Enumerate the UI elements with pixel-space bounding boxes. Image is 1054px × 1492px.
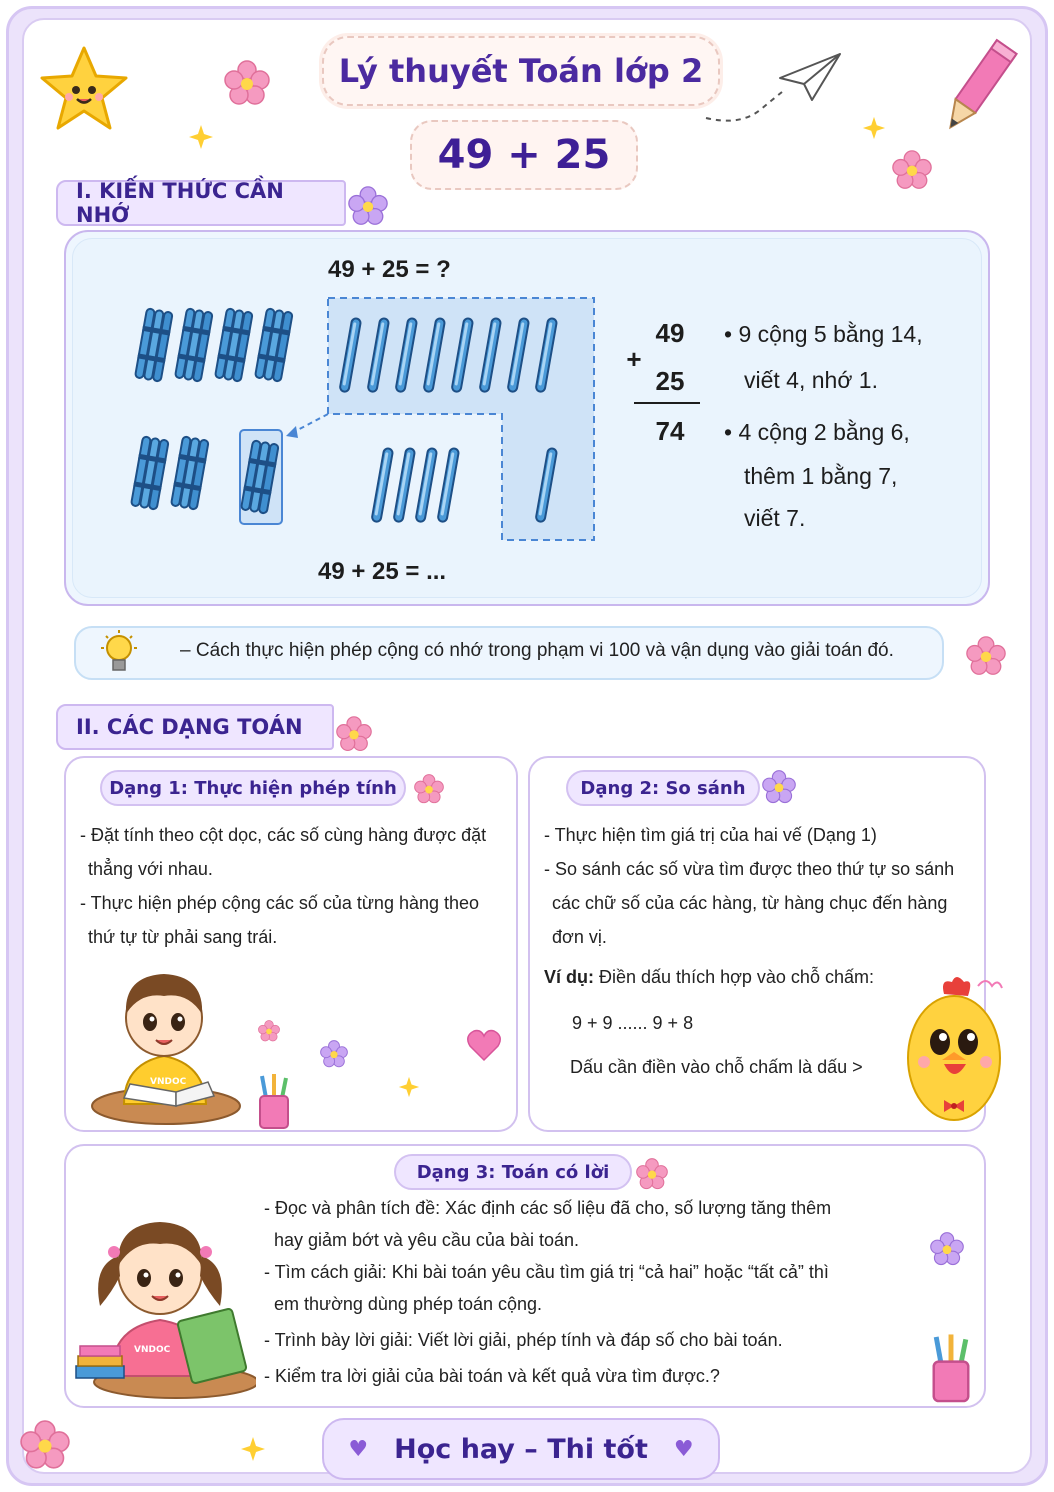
girl-reading-illustration	[66, 1196, 256, 1404]
step2-bullet: •	[724, 419, 733, 445]
pencil-cup-icon	[926, 1332, 976, 1406]
heart-icon	[466, 1028, 502, 1062]
section1-heading	[56, 180, 346, 226]
flower-icon	[966, 636, 1006, 676]
heart-icon: ♥	[673, 1436, 694, 1462]
flower-icon	[348, 186, 388, 226]
step2-line3: viết 7.	[744, 504, 806, 531]
step2-line2: thêm 1 bằng 7,	[744, 462, 898, 489]
flower-icon	[224, 60, 270, 106]
dang2-example-expr: 9 + 9 ...... 9 + 8	[572, 1013, 694, 1033]
dang1-line-0: - Đặt tính theo cột dọc, các số cùng hàng được đặt	[80, 825, 487, 845]
column-bottom-number: 25	[655, 366, 685, 396]
heart-icon: ♥	[348, 1436, 369, 1462]
section2-heading	[56, 704, 334, 750]
dang1-title	[100, 770, 406, 806]
dang2-example-label: Ví dụ:	[544, 967, 594, 987]
column-top-number: 49	[655, 318, 685, 348]
flower-icon	[892, 150, 932, 190]
tens-and-ones-sticks-illustration	[120, 290, 610, 554]
dang3-line-2: - Tìm cách giải: Khi bài toán yêu cầu tìm giá trị “cả hai” hoặc “tất cả” thì	[264, 1262, 829, 1282]
dang1-title-text: Dạng 1: Thực hiện phép tính	[109, 777, 397, 799]
flower-icon	[414, 774, 444, 804]
dang3-text	[264, 1192, 914, 1392]
pencil-cup-icon	[254, 1072, 294, 1132]
dang1-line-3: thứ tự từ phải sang trái.	[88, 927, 278, 947]
section2-heading-text: II. CÁC DẠNG TOÁN	[76, 715, 303, 739]
girl-shirt-text: VNDOC	[134, 1345, 171, 1355]
dang3-title-text: Dạng 3: Toán có lời	[416, 1161, 610, 1183]
dang1-text	[80, 818, 510, 954]
dang3-line-0: - Đọc và phân tích đề: Xác định các số liệu đã cho, số lượng tăng thêm	[264, 1198, 832, 1218]
footer-motto-text: Học hay – Thi tốt	[394, 1433, 648, 1465]
star-mascot-icon	[38, 44, 130, 134]
dang2-line-1: - So sánh các số vừa tìm được theo thứ tự so sánh	[544, 859, 955, 879]
paper-plane-icon	[700, 48, 850, 128]
dang2-example-answer: Dấu cần điền vào chỗ chấm là dấu >	[570, 1057, 863, 1077]
boy-shirt-text: VNDOC	[150, 1077, 187, 1087]
flower-icon	[320, 1040, 348, 1068]
flower-icon	[930, 1232, 964, 1266]
step1-line2: viết 4, nhớ 1.	[744, 366, 878, 393]
step2	[724, 418, 910, 534]
lesson-equation: 49 + 25	[410, 120, 638, 190]
dang2-line-2: các chữ số của các hàng, từ hàng chục đến hàng	[552, 893, 948, 913]
dang3-line-1: hay giảm bớt và yêu cầu của bài toán.	[274, 1230, 579, 1250]
dang1-line-1: thẳng với nhau.	[88, 859, 213, 879]
page-title: Lý thuyết Toán lớp 2	[322, 36, 720, 106]
column-result: 74	[655, 416, 685, 446]
flower-icon	[258, 1020, 280, 1042]
dang2-title-text: Dạng 2: So sánh	[580, 777, 746, 799]
chick-mascot-illustration	[900, 972, 1010, 1132]
question-equation: 49 + 25 = ?	[328, 256, 451, 283]
dang2-line-3: đơn vị.	[552, 927, 607, 947]
dang2-example-text: Điền dấu thích hợp vào chỗ chấm:	[594, 967, 874, 987]
column-line	[634, 402, 700, 404]
boy-studying-illustration	[84, 956, 244, 1128]
sparkle-icon	[240, 1436, 266, 1462]
section1-heading-text: I. KIẾN THỨC CẦN NHỚ	[76, 179, 284, 227]
dang3-line-3: em thường dùng phép toán cộng.	[274, 1294, 543, 1314]
dang2-line-0: - Thực hiện tìm giá trị của hai vế (Dạng 1)	[544, 825, 877, 845]
footer-motto	[322, 1418, 720, 1480]
tip-text: – Cách thực hiện phép cộng có nhớ trong phạm vi 100 và vận dụng vào giải toán đó.	[180, 640, 894, 661]
step1-bullet: •	[724, 321, 733, 347]
flower-icon	[762, 770, 796, 804]
dang2-title	[566, 770, 760, 806]
step1	[724, 320, 923, 396]
flower-icon	[636, 1158, 668, 1190]
pencil-icon	[936, 32, 1020, 144]
column-plus-sign: +	[626, 344, 642, 374]
step2-line1: 4 cộng 2 bằng 6,	[738, 419, 910, 445]
flower-icon	[336, 716, 372, 752]
sparkle-icon	[398, 1076, 420, 1098]
sparkle-icon	[862, 116, 886, 140]
flower-icon	[20, 1420, 70, 1470]
dang3-line-4: - Trình bày lời giải: Viết lời giải, phép tính và đáp số cho bài toán.	[264, 1330, 783, 1350]
result-equation: 49 + 25 = ...	[318, 558, 447, 585]
dang1-line-2: - Thực hiện phép cộng các số của từng hàng theo	[80, 893, 480, 913]
dang3-title	[394, 1154, 632, 1190]
lightbulb-icon	[96, 628, 142, 680]
step1-line1: 9 cộng 5 bằng 14,	[738, 321, 923, 347]
dang3-line-5: - Kiểm tra lời giải của bài toán và kết quả vừa tìm được.?	[264, 1366, 720, 1386]
sparkle-icon	[188, 124, 214, 150]
